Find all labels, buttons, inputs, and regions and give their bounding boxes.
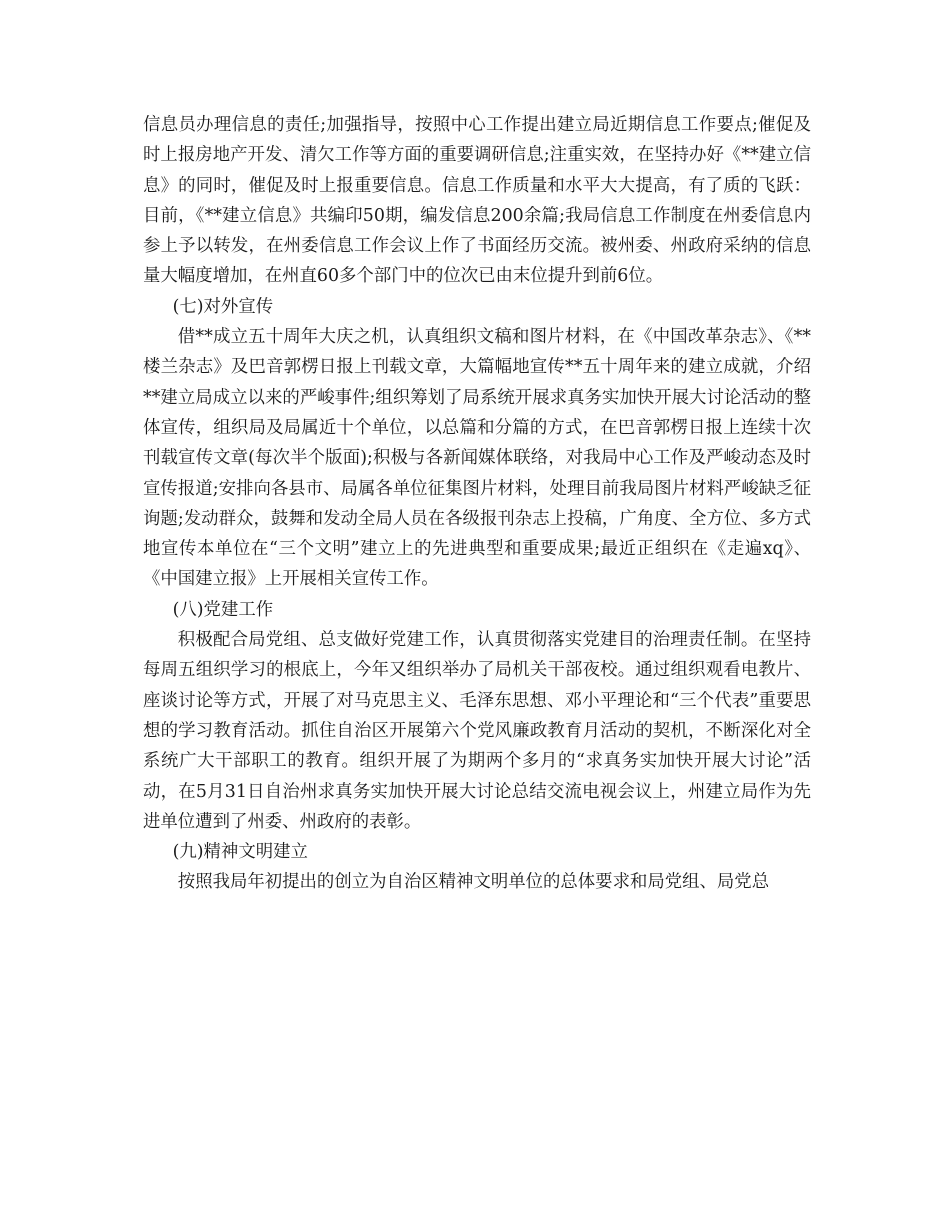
paragraph-spiritual-civilization: 按照我局年初提出的创立为自治区精神文明单位的总体要求和局党组、局党总 (177, 872, 770, 893)
document-page (143, 110, 811, 898)
paragraph-information-work: 信息员办理信息的责任;加强指导，按照中心工作提出建立局近期信息工作要点;催促及时上报房地产开发、清欠工作等方面的重要调研信息;注重实效，在坚持办好《**建立信息》的同时，催促及时上报重要信息。信息工作质量和水平大大提高，有了质的飞跃：目前，《**建立信息》共编印50期，编发信息200余篇;我局信息工作制度在州委信息内参上予以转发，在州委信息工作会议上作了书面经历交流。被州委、州政府采纳的信息量大幅度增加，在州直60多个部门中的位次已由末位提升到前6位。 (143, 115, 811, 287)
paragraph-party-building: 积极配合局党组、总支做好党建工作，认真贯彻落实党建目的治理责任制。在坚持每周五组织学习的根底上，今年又组织举办了局机关干部夜校。通过组织观看电教片、座谈讨论等方式，开展了对马克思主义、毛泽东思想、邓小平理论和“三个代表”重要思想的学习教育活动。抓住自治区开展第六个党风廉政教育月活动的契机，不断深化对全系统广大干部职工的教育。组织开展了为期两个多月的“求真务实加快开展大讨论”活动，在5月31日自治州求真务实加快开展大讨论总结交流电视会议上，州建立局作为先进单位遭到了州委、州政府的表彰。 (143, 630, 811, 832)
section-heading-external-publicity: (七)对外宣传 (172, 296, 274, 317)
paragraph-external-publicity: 借**成立五十周年大庆之机，认真组织文稿和图片材料，在《中国改革杂志》、《**楼兰杂志》及巴音郭楞日报上刊载文章，大篇幅地宣传**五十周年来的建立成就，介绍**建立局成立以来的严峻事件;组织筹划了局系统开展求真务实加快开展大讨论活动的整体宣传，组织局及局属近十个单位，以总篇和分篇的方式，在巴音郭楞日报上连续十次刊载宣传文章(每次半个版面);积极与各新闻媒体联络，对我局中心工作及严峻动态及时宣传报道;安排向各县市、局属各单位征集图片材料，处理目前我局图片材料严峻缺乏征询题;发动群众，鼓舞和发动全局人员在各级报刊杂志上投稿，广角度、全方位、多方式地宣传本单位在“三个文明”建立上的先进典型和重要成果;最近正组织在《走遍xq》、《中国建立报》上开展相关宣传工作。 (143, 327, 811, 590)
section-heading-spiritual-civilization: (九)精神文明建立 (172, 842, 308, 863)
section-heading-party-building: (八)党建工作 (172, 599, 274, 620)
